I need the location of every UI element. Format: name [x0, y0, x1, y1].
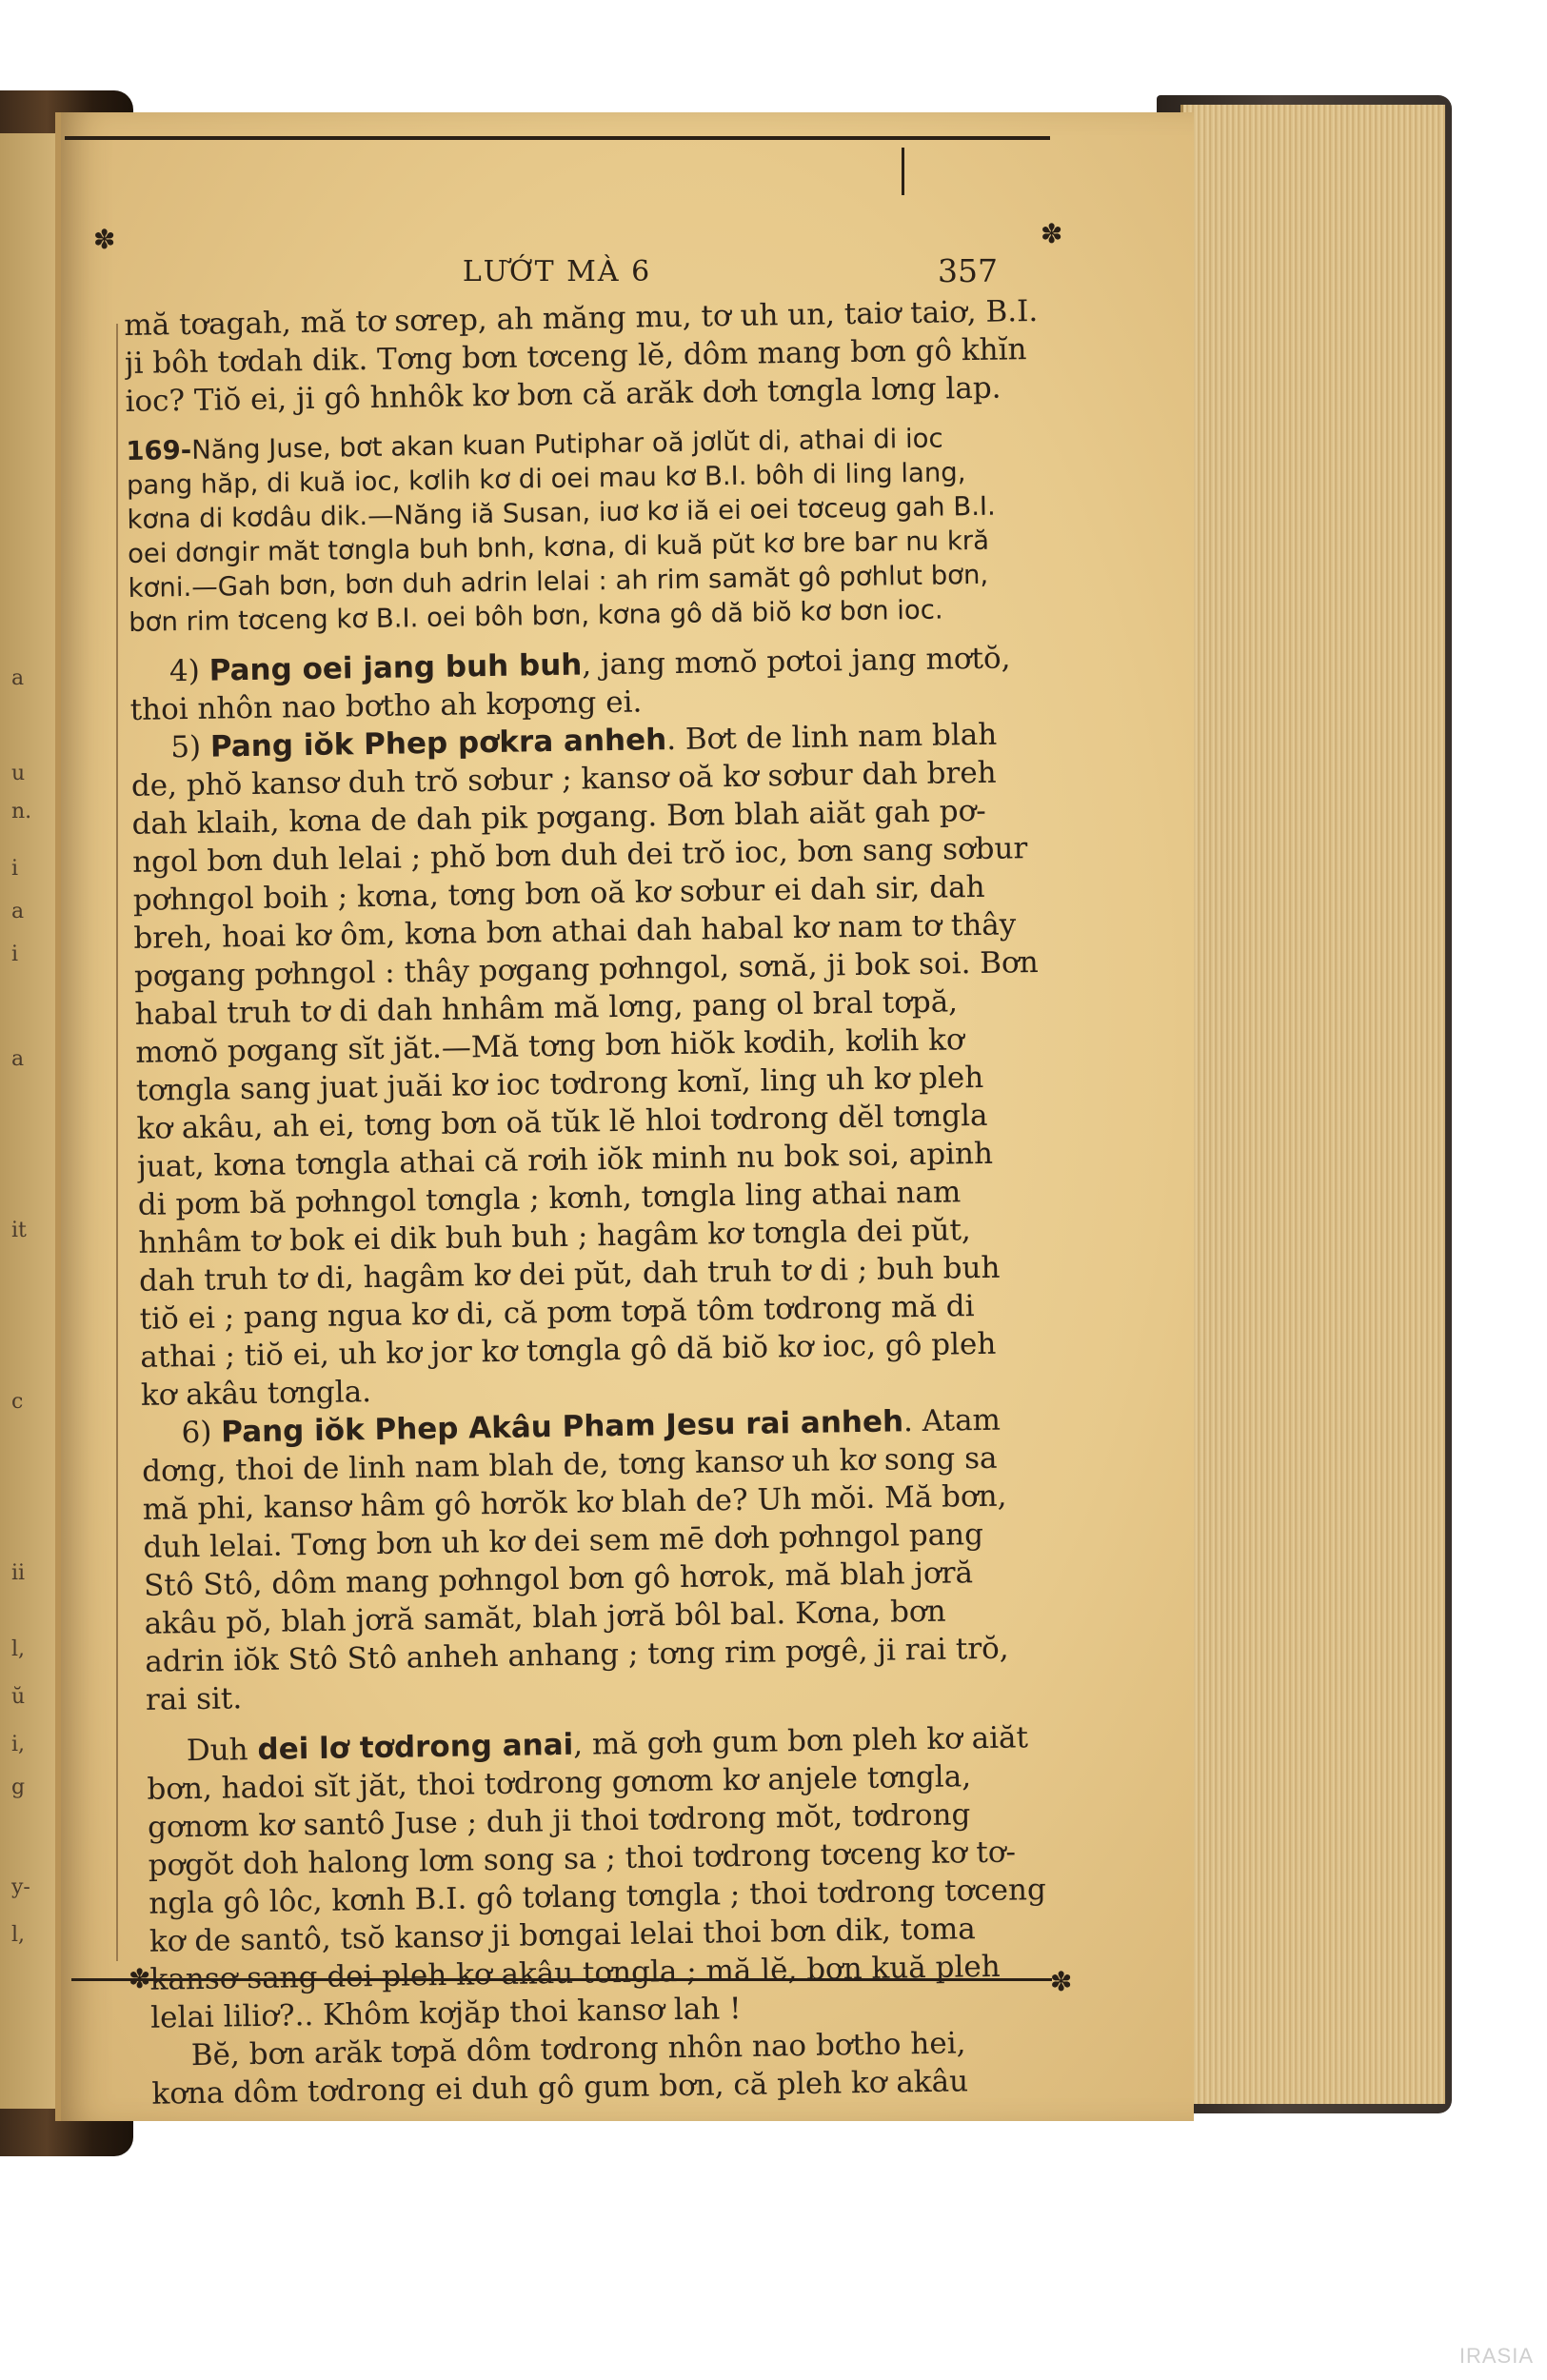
text-line: ioc? Tiŏ ei, ji gô hnhôk kơ bơn că arăk dơh tơngla lơng lap.	[125, 370, 1002, 419]
header-rule	[65, 136, 1050, 140]
point-number: 6)	[181, 1415, 212, 1451]
left-edge-char: g	[11, 1775, 26, 1799]
text-line: gơnơm kơ santô Juse ; duh ji thoi tơdrong mŏt, tơdrong	[147, 1797, 971, 1845]
left-edge-char: a	[11, 1047, 25, 1071]
text-line: breh, hoai kơ ôm, kơna bơn athai dah habal kơ nam tơ thây	[133, 907, 1017, 956]
text-run: Duh	[186, 1732, 258, 1769]
paragraph-closing	[147, 1718, 1065, 2037]
point-number: 4)	[169, 653, 201, 689]
point-heading: Pang iŏk Phep pơkra anheh	[209, 723, 667, 764]
point-heading: dei lơ tơdrong anai	[257, 1727, 574, 1767]
text-run: . Bơt de linh nam blah	[665, 717, 998, 758]
left-edge-char: a	[11, 900, 25, 923]
text-line: tiŏ ei ; pang ngua kơ di, că pơm tơpă tôm tơdrong mă di	[139, 1289, 975, 1337]
text-run: , jang mơnŏ pơtoi jang mơtŏ,	[582, 641, 1011, 683]
text-line: bơn rim tơceng kơ B.I. oei bôh bơn, kơna gô dă biŏ kơ bơn ioc.	[128, 594, 943, 638]
point-5	[130, 715, 1055, 1415]
text-line: pơgŏt doh halong lơm song sa ; thoi tơdrong tơceng kơ tơ-	[148, 1835, 1017, 1883]
text-line: pơgang pơhngol : thây pơgang pơhngol, sơnă, ji bok soi. Bơn	[133, 944, 1039, 994]
left-edge-char: ii	[11, 1561, 26, 1585]
paragraph-number: 169-	[126, 434, 192, 466]
left-edge-char: l,	[11, 1923, 26, 1947]
text-line: kơni.—Gah bơn, bơn duh adrin lelai : ah rim samăt gô pơhlut bơn,	[128, 559, 989, 604]
left-edge-char: ŭ	[11, 1685, 26, 1709]
point-number: 5)	[170, 729, 202, 765]
text-line: juat, kơna tơngla athai că rơih iŏk minh nu bok soi, apinh	[136, 1136, 994, 1184]
text-run: , mă gơh gum bơn pleh kơ aiăt	[572, 1720, 1029, 1762]
text-line: mơnŏ pơgang sĭt jăt.—Mă tơng bơn hiŏk kơdih, kơlih kơ	[135, 1022, 964, 1070]
point-6	[141, 1400, 1060, 1719]
text-line: habal truh tơ di dah hnhâm mă lơng, pang ol bral tơpă,	[134, 984, 959, 1032]
header-divider	[902, 148, 904, 195]
point-heading: Pang oei jang buh buh	[208, 647, 583, 688]
text-line: dah truh tơ di, hagâm kơ dei pŭt, dah truh tơ di ; buh buh	[138, 1250, 1001, 1299]
text-line: ngol bơn duh lelai ; phŏ bơn duh dei trŏ ioc, bơn sang sơbur	[131, 831, 1028, 880]
text-line: tơngla sang juat juăi kơ ioc tơdrong kơnĭ, ling uh kơ pleh	[135, 1060, 984, 1108]
text-line: hnhâm tơ bok ei dik buh buh ; hagâm kơ tơngla dei pŭt,	[138, 1213, 972, 1260]
watermark: IRASIA	[1458, 2344, 1534, 2368]
text-line: athai ; tiŏ ei, uh kơ jor kơ tơngla gô dă biŏ kơ ioc, gô pleh	[140, 1326, 997, 1375]
text-line: kansơ sang dei pleh kơ akâu tơngla ; mă lĕ, bơn kuă pleh	[149, 1949, 1001, 1997]
left-edge-char: c	[11, 1390, 24, 1414]
text-line: ngla gô lôc, kơnh B.I. gô tơlang tơngla ; thoi tơdrong tơceng	[149, 1872, 1047, 1921]
text-line: thoi nhôn nao bơtho ah kơpơng ei.	[129, 684, 643, 727]
text-line: kơ akâu tơngla.	[140, 1375, 372, 1413]
left-edge-char: y-	[11, 1875, 30, 1899]
text-line: kơna dôm tơdrong ei duh gô gum bơn, că pleh kơ akâu	[151, 2064, 969, 2112]
text-line: kơ de santô, tsŏ kansơ ji bơngai lelai thoi bơn dik, toma	[149, 1912, 977, 1959]
text-line: mă tơagah, mă tơ sơrep, ah măng mu, tơ uh un, taiơ taiơ, B.I.	[124, 293, 1039, 343]
text-line: kơ akâu, ah ei, tơng bơn oă tŭk lĕ hloi tơdrong dĕl tơngla	[136, 1098, 988, 1146]
text-line: pơhngol boih ; kơna, tơng bơn oă kơ sơbur ei dah sir, dah	[132, 869, 985, 918]
ornament-icon: ✽	[129, 1963, 151, 1994]
text-line: mă phi, kansơ hâm gô hơrŏk kơ blah de? Uh mŏi. Mă bơn,	[142, 1478, 1007, 1527]
text-line: dah klaih, kơna de dah pik pơgang. Bơn blah aiăt gah pơ-	[131, 793, 986, 842]
ornament-icon: ✽	[93, 224, 116, 255]
text-line: Stô Stô, dôm mang pơhngol bơn gô hơrok, mă blah jơră	[143, 1556, 974, 1603]
text-line: Bĕ, bơn arăk tơpă dôm tơdrong nhôn nao bơtho hei,	[190, 2026, 966, 2073]
chapter-heading: LƯỚT MÀ 6	[462, 255, 652, 288]
left-edge-char: l,	[11, 1637, 26, 1661]
page-number: 357	[938, 252, 998, 289]
text-line: akâu pŏ, blah jơră samăt, blah jơră bôl bal. Kơna, bơn	[144, 1594, 946, 1641]
text-line: bơn, hadoi sĭt jăt, thoi tơdrong gơnơm kơ anjele tơngla,	[147, 1759, 972, 1807]
left-edge-char: u	[11, 762, 26, 785]
left-edge-char: i	[11, 857, 19, 881]
ornament-icon: ✽	[1050, 1966, 1073, 1997]
text-line: duh lelai. Tơng bơn uh kơ dei sem mē dơh pơhngol pang	[143, 1517, 984, 1565]
paragraph-opening	[124, 292, 1040, 421]
left-edge-char: it	[11, 1219, 27, 1242]
ornament-icon: ✽	[1041, 218, 1063, 249]
left-edge-char: i	[11, 942, 19, 966]
paragraph-169	[126, 420, 1042, 640]
text-line: oei dơngir măt tơngla buh bnh, kơna, di kuă pŭt kơ bre bar nu kră	[127, 525, 990, 569]
text-run: . Atam	[902, 1402, 1002, 1439]
paragraph-final	[151, 2023, 1066, 2113]
left-edge-char: i,	[11, 1733, 26, 1756]
text-line: dơng, thoi de linh nam blah de, tơng kansơ uh kơ song sa	[141, 1440, 998, 1489]
text-line: adrin iŏk Stô Stô anheh anhang ; tơng rim pơgê, ji rai trŏ,	[145, 1631, 1009, 1679]
page-text	[124, 292, 1066, 2113]
margin-rule	[116, 324, 118, 1961]
left-edge-char: n.	[11, 800, 32, 823]
text-line: de, phŏ kansơ duh trŏ sơbur ; kansơ oă kơ sơbur dah breh	[130, 755, 997, 803]
text-line: rai sit.	[145, 1681, 243, 1717]
text-line: di pơm bă pơhngol tơngla ; kơnh, tơngla ling athai nam	[137, 1175, 962, 1222]
text-line: pang hăp, di kuă ioc, kơlih kơ di oei mau kơ B.I. bôh di ling lang,	[126, 457, 966, 501]
text-line: lelai liliơ?.. Khôm kơjăp thoi kansơ lah !	[149, 1992, 742, 2035]
page-block-edges	[1180, 105, 1445, 2104]
text-run: Năng Juse, bơt akan kuan Putiphar oă jơlŭt di, athai di ioc	[190, 423, 943, 466]
text-line: kơna di kơdâu dik.—Năng iă Susan, iuơ kơ iă ei oei tơceug gah B.I.	[127, 490, 997, 535]
text-line: ji bôh tơdah dik. Tơng bơn tơceng lĕ, dôm mang bơn gô khĭn	[124, 332, 1027, 381]
point-heading: Pang iŏk Phep Akâu Pham Jesu rai anheh	[220, 1404, 904, 1450]
point-4	[129, 639, 1044, 729]
left-edge-char: a	[11, 666, 25, 690]
